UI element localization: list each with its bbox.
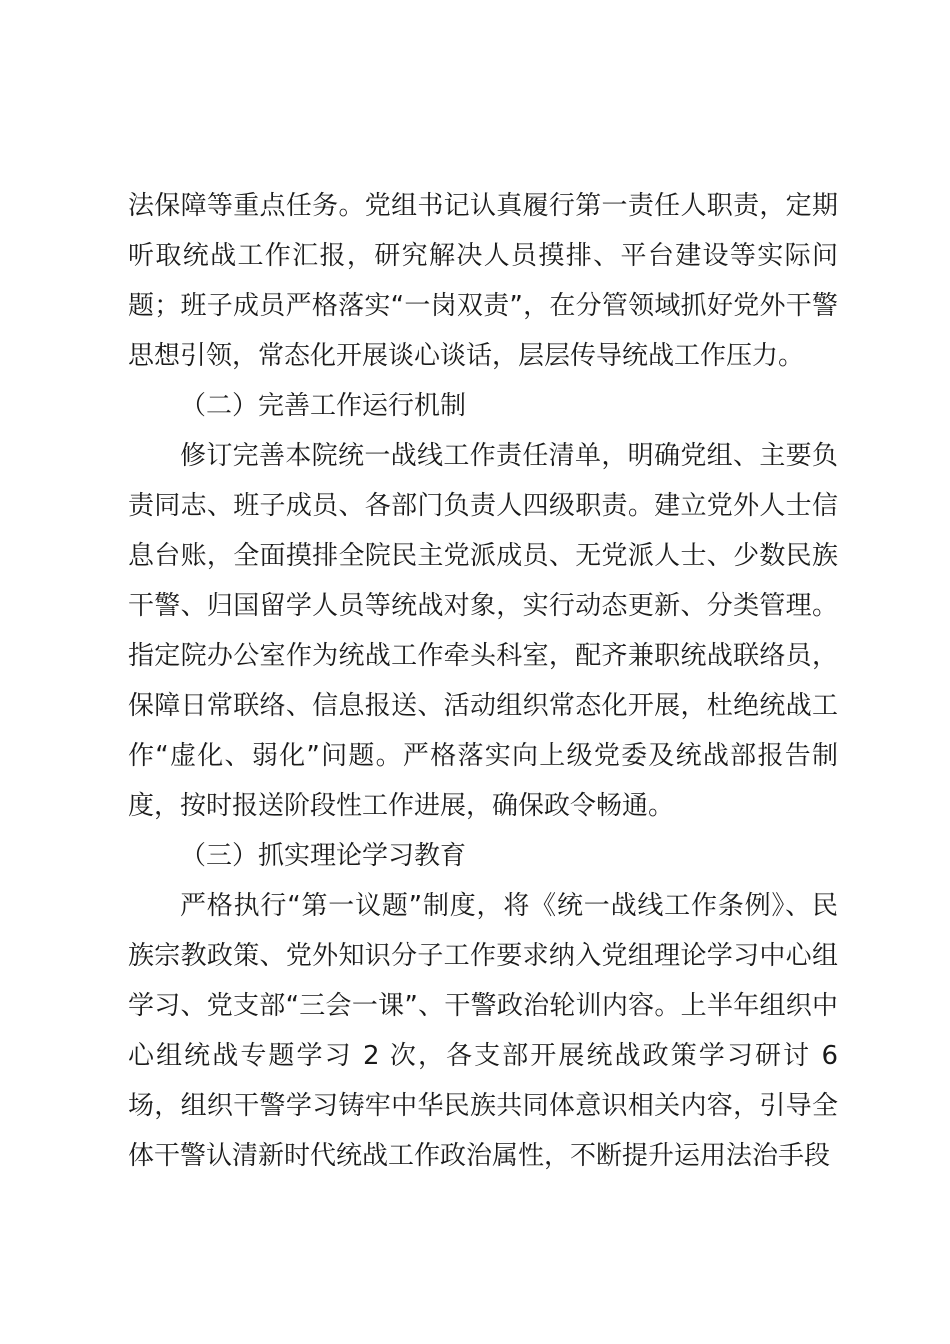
- section-heading-2: （二）完善工作运行机制: [180, 391, 467, 421]
- section-heading-3: （三）抓实理论学习教育: [180, 841, 467, 871]
- paragraph-theory-study: 严格执行“第一议题”制度，将《统一战线工作条例》、民族宗教政策、党外知识分子工作要求纳入党组理论学习中心组学习、党支部“三会一课”、干警政治轮训内容。上半年组织中心组统战专题学习 2 次，各支部开展统战政策学习研讨 6 场，组织干警学习铸牢中华民族共同体意识相关内容，引导全体干警认清新时代统战工作政治属性，不断提升运用法治手段: [128, 891, 838, 1171]
- paragraph-work-mechanism: 修订完善本院统一战线工作责任清单，明确党组、主要负责同志、班子成员、各部门负责人四级职责。建立党外人士信息台账，全面摸排全院民主党派成员、无党派人士、少数民族干警、归国留学人员等统战对象，实行动态更新、分类管理。指定院办公室作为统战工作牵头科室，配齐兼职统战联络员，保障日常联络、信息报送、活动组织常态化开展，杜绝统战工作“虚化、弱化”问题。严格落实向上级党委及统战部报告制度，按时报送阶段性工作进展，确保政令畅通。: [128, 441, 838, 821]
- paragraph-continuation: 法保障等重点任务。党组书记认真履行第一责任人职责，定期听取统战工作汇报，研究解决人员摸排、平台建设等实际问题；班子成员严格落实“一岗双责”，在分管领域抓好党外干警思想引领，常态化开展谈心谈话，层层传导统战工作压力。: [128, 191, 838, 371]
- document-body: [128, 181, 838, 1181]
